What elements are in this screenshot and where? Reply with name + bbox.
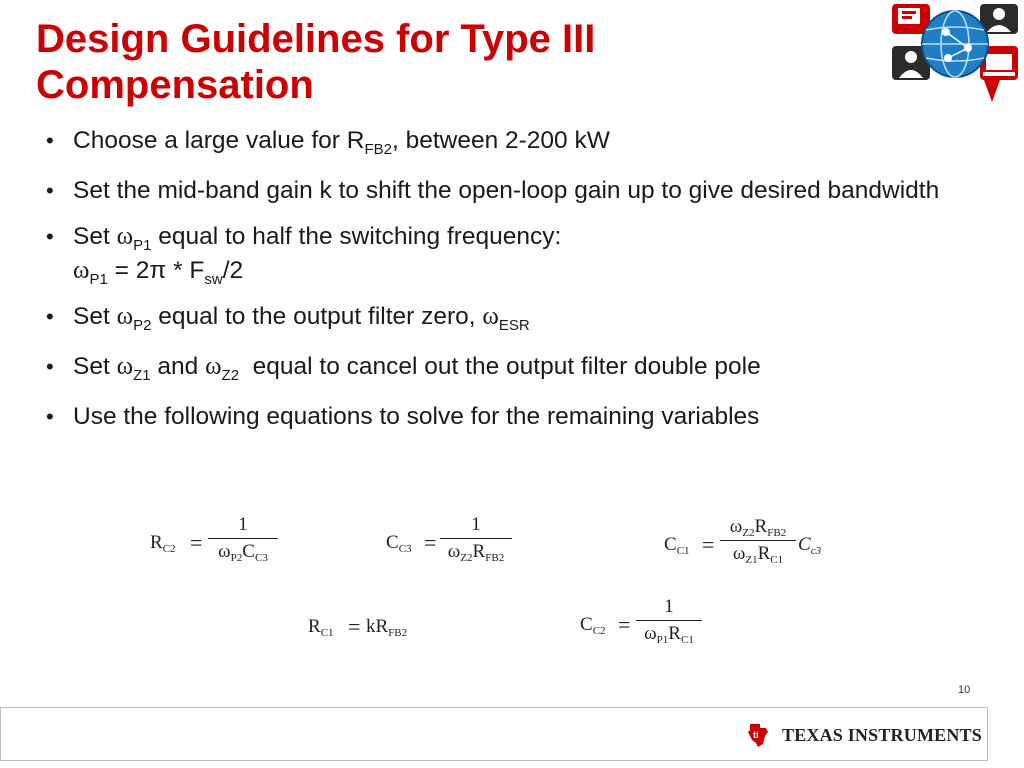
bullet-wp1 — [46, 220, 976, 288]
bullet-text: Set — [73, 353, 117, 380]
omega-symbol: ω — [116, 353, 134, 380]
bullet-wz1-wz2 — [46, 350, 976, 384]
numerator: 1 — [238, 514, 248, 535]
globe-people-icon — [888, 2, 1022, 110]
subscript: P2 — [133, 317, 152, 334]
fraction — [440, 514, 512, 563]
bullet-dot: • — [46, 354, 54, 379]
bullet-wp2 — [46, 300, 976, 334]
fraction-bar — [208, 538, 278, 539]
equation-lhs: $C_{C3}$ — [386, 532, 412, 555]
equation-cc2 — [580, 596, 710, 660]
omega-symbol: ω — [116, 303, 134, 330]
bullet-text: , between 2-200 kW — [391, 127, 610, 154]
omega-symbol: ω — [116, 223, 134, 250]
bullet-dot: • — [46, 304, 54, 329]
subscript: P1 — [89, 271, 108, 288]
equals-sign: = — [190, 530, 203, 555]
bullet-text: /2 — [222, 257, 244, 284]
ti-texas-icon — [746, 722, 770, 748]
slide-title-line-1: Design Guidelines for Type III — [36, 17, 596, 61]
slide-title — [36, 16, 836, 108]
equation-tail: $C_{c3}$ — [798, 534, 822, 557]
fraction-bar — [636, 620, 702, 621]
omega-symbol: ω — [482, 303, 499, 330]
denominator: $\omega_{P2}C_{C3}$ — [218, 541, 268, 564]
equals-sign: = — [618, 612, 631, 637]
numerator: 1 — [471, 514, 481, 535]
subscript: FB2 — [364, 141, 392, 158]
bullet-list — [46, 124, 976, 450]
fraction — [636, 596, 702, 645]
svg-text:ti: ti — [753, 730, 759, 740]
subscript: ESR — [498, 317, 530, 334]
bullet-midband-gain — [46, 174, 976, 208]
bullet-text: Set — [73, 303, 117, 330]
ti-wordmark: TEXAS INSTRUMENTS — [782, 725, 982, 745]
bullet-dot: • — [46, 404, 54, 429]
omega-symbol: ω — [205, 353, 222, 380]
equation-lhs: $R_{C1}$ — [308, 616, 334, 639]
numerator: $\omega_{Z2}R_{FB2}$ — [729, 516, 787, 539]
subscript: Z1 — [133, 367, 151, 384]
equation-rc2 — [150, 514, 280, 574]
bullet-text: equal to half the switching frequency: — [151, 223, 562, 250]
equation-lhs: $C_{C2}$ — [580, 614, 606, 637]
omega-symbol: ω — [73, 257, 90, 284]
bullet-text: Set — [73, 223, 117, 250]
bullet-text: and — [150, 353, 206, 380]
bullet-text: equal to cancel out the output filter double pole — [239, 353, 761, 380]
subscript: sw — [204, 271, 223, 288]
bullet-text: Use the following equations to solve for the remaining variables — [73, 403, 760, 430]
denominator: $\omega_{Z2}R_{FB2}$ — [447, 541, 505, 564]
bullet-dot: • — [46, 128, 54, 153]
equation-lhs: $C_{C1}$ — [664, 534, 690, 557]
fraction — [208, 514, 278, 563]
equals-sign: = — [348, 614, 361, 639]
slide-title-line-2: Compensation — [36, 63, 314, 107]
fraction-bar — [720, 540, 796, 541]
fraction-bar — [440, 538, 512, 539]
equals-sign: = — [702, 532, 715, 557]
equation-rhs: $kR_{FB2}$ — [366, 616, 408, 639]
bullet-text: equal to the output filter zero, — [151, 303, 483, 330]
fraction — [720, 516, 796, 565]
numerator: 1 — [664, 596, 674, 617]
bullet-text: = 2π * F — [107, 257, 205, 284]
bullet-rfb2 — [46, 124, 976, 158]
denominator: $\omega_{Z1}R_{C1}$ — [732, 543, 784, 566]
denominator: $\omega_{P1}R_{C1}$ — [644, 623, 694, 646]
equation-cc3 — [386, 514, 516, 574]
equation-lhs: $R_{C2}$ — [150, 532, 176, 555]
equation-rc1 — [308, 614, 448, 644]
bullet-text: Set the mid-band gain k to shift the open-loop gain up to give desired bandwidth — [73, 177, 940, 204]
bullet-dot: • — [46, 178, 54, 203]
equation-cc1 — [664, 514, 844, 578]
equals-sign: = — [424, 530, 437, 555]
subscript: Z2 — [221, 367, 240, 384]
bullet-equations-intro — [46, 400, 976, 434]
subscript: P1 — [133, 237, 152, 254]
bullet-dot: • — [46, 224, 54, 249]
page-number: 10 — [958, 684, 971, 696]
bullet-text: Choose a large value for R — [73, 127, 365, 154]
